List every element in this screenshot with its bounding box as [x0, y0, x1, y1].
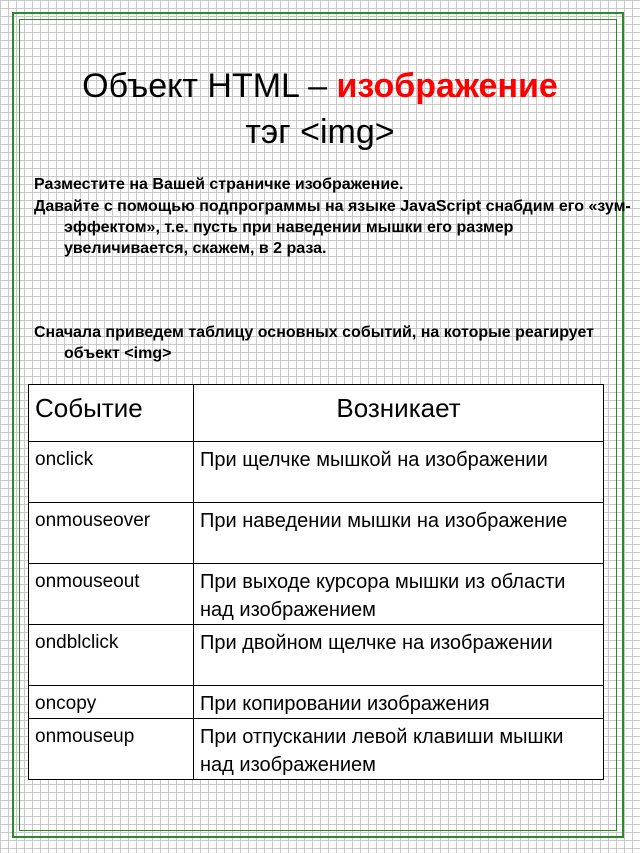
event-description: При наведении мышки на изображение [194, 503, 604, 564]
header-occurs: Возникает [194, 385, 604, 442]
event-name: ondblclick [29, 625, 194, 686]
table-row [29, 564, 604, 625]
event-name: onmouseover [29, 503, 194, 564]
table-row [29, 503, 604, 564]
paragraph-3: Сначала приведем таблицу основных событий, на которые реагирует объект <img> [34, 324, 594, 362]
table-row [29, 625, 604, 686]
event-description: При отпускании левой клавиши мышки над изображением [194, 719, 604, 780]
event-description: При копировании изображения [194, 686, 604, 719]
paragraph-2: Давайте с помощью подпрограммы на языке JavaScript снабдим его «зум-эффектом», т.е. пусть при наведении мышки его размер увеличивается, скажем, в 2 раза. [34, 198, 631, 257]
slide-title [20, 66, 620, 106]
event-name: onmouseout [29, 564, 194, 625]
table-row [29, 686, 604, 719]
event-name: onclick [29, 442, 194, 503]
table-row [29, 719, 604, 780]
paragraph-1: Разместите на Вашей страничке изображение. [34, 176, 404, 193]
event-description: При щелчке мышкой на изображении [194, 442, 604, 503]
events-table [28, 384, 604, 780]
title-accent: изображение [336, 67, 558, 105]
table-header-row [29, 385, 604, 442]
event-description: При выходе курсора мышки из области над изображением [194, 564, 604, 625]
event-description: При двойном щелчке на изображении [194, 625, 604, 686]
event-name: onmouseup [29, 719, 194, 780]
header-event: Событие [29, 385, 194, 442]
title-prefix: Объект HTML – [82, 67, 337, 105]
event-name: oncopy [29, 686, 194, 719]
slide-subtitle: тэг <img> [245, 113, 395, 151]
table-row [29, 442, 604, 503]
